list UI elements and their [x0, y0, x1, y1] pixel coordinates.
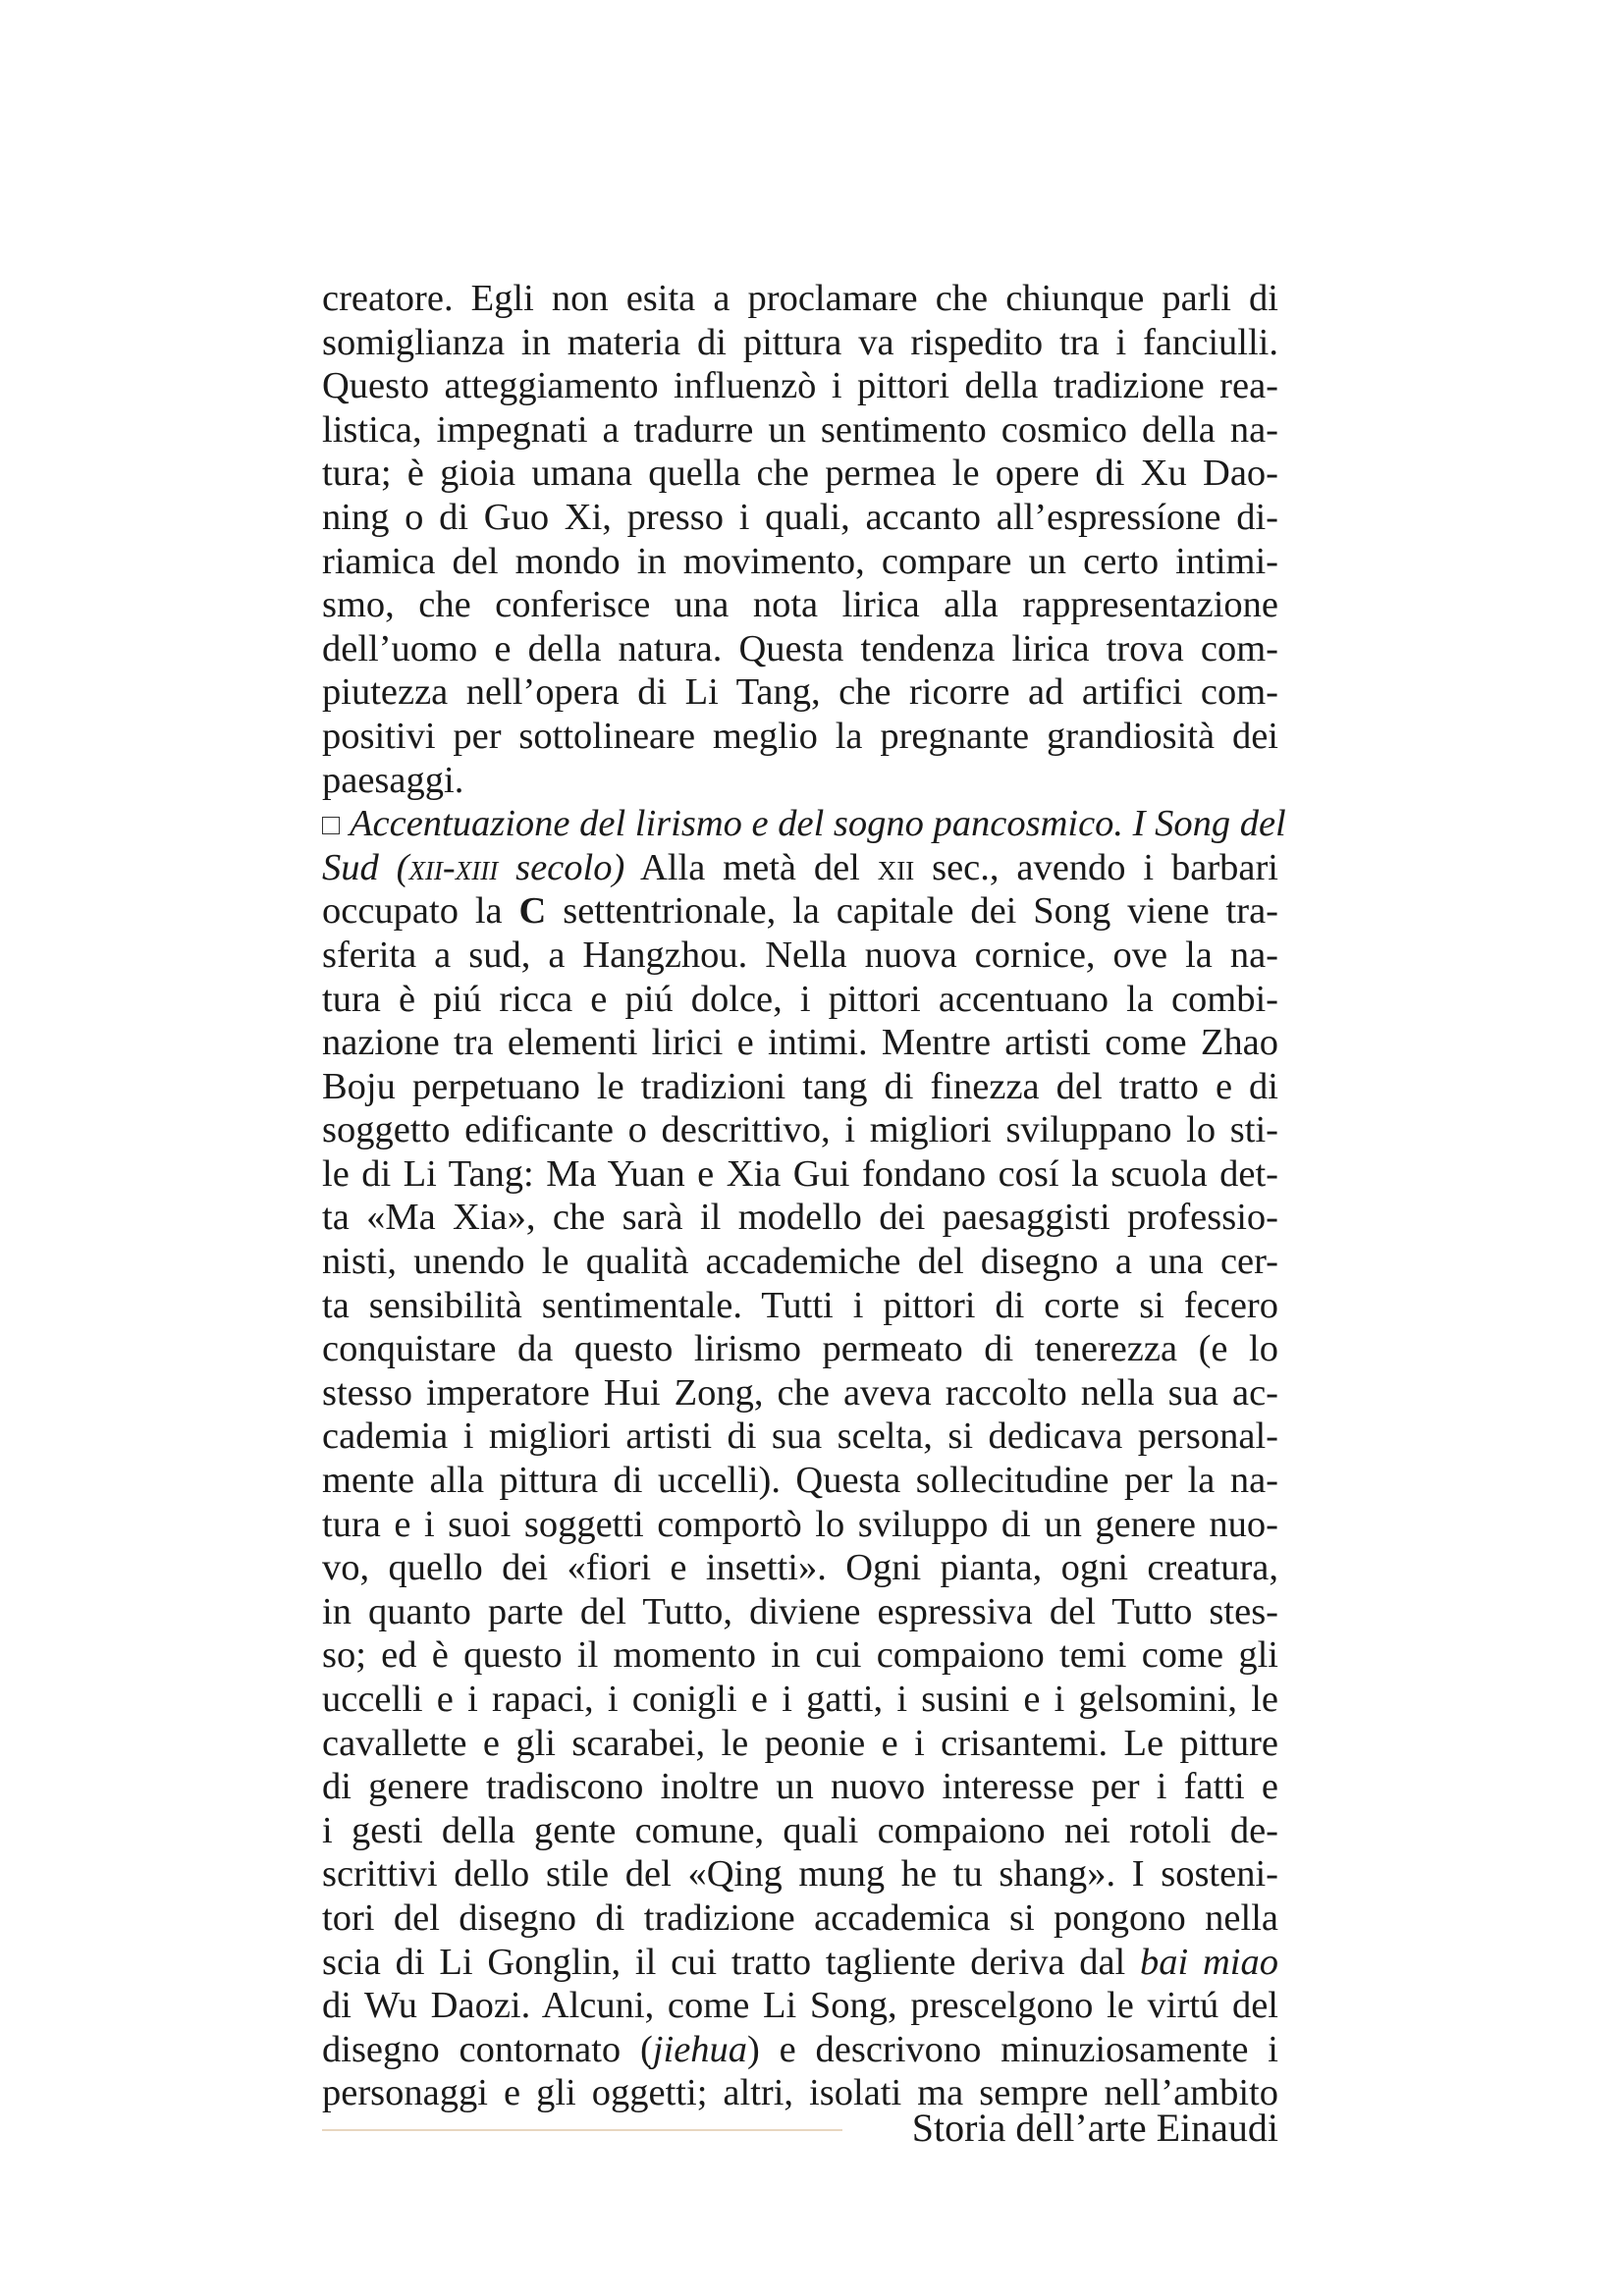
- footer-title: Storia dell’arte Einaudi: [911, 2106, 1278, 2150]
- page-footer: [322, 2099, 1278, 2158]
- section-heading: Accentuazione del lirismo e del sogno pancosmico. I Song del: [350, 803, 1286, 845]
- text-line: dell’uomo e della natura. Questa tendenza lirica trova com-: [322, 627, 1278, 669]
- term-bai-miao: bai miao: [1140, 1941, 1279, 1983]
- text-line: ning o di Guo Xi, presso i quali, accanto all’espressíone di-: [322, 496, 1278, 538]
- cross-reference: C: [518, 890, 547, 933]
- text-line: cademia i migliori artisti di sua scelta, si dedicava personal-: [322, 1415, 1278, 1458]
- text-line: uccelli e i rapaci, i conigli e i gatti, i susini e i gelsomini, le: [322, 1679, 1278, 1720]
- body-text: [322, 277, 1286, 2115]
- square-bullet-icon: [322, 817, 340, 834]
- text-line: nisti, unendo le qualità accademiche del disegno a una cer-: [322, 1241, 1278, 1283]
- text-line: in quanto parte del Tutto, diviene espressiva del Tutto stes-: [322, 1590, 1278, 1632]
- text-line: stesso imperatore Hui Zong, che aveva raccolto nella sua ac-: [322, 1371, 1278, 1414]
- text-line: ta sensibilità sentimentale. Tutti i pittori di corte si fecero: [322, 1284, 1278, 1326]
- text-line: smo, che conferisce una nota lirica alla rappresentazione: [322, 584, 1278, 626]
- text-line: piutezza nell’opera di Li Tang, che ricorre ad artifici com-: [322, 671, 1278, 714]
- text-line: scia di Li Gonglin, il cui tratto tagliente deriva dal bai miao: [322, 1941, 1279, 1983]
- text-line: tura è piú ricca e piú dolce, i pittori accentuano la combi-: [322, 978, 1278, 1020]
- text-line: scrittivi dello stile del «Qing mung he tu shang». I sosteni-: [322, 1853, 1278, 1896]
- text-line: tori del disegno di tradizione accademica si pongono nella: [322, 1896, 1278, 1939]
- text-line: Sud (xii-xiii secolo) Alla metà del xii sec., avendo i barbari: [322, 846, 1278, 888]
- text-line: disegno contornato (jiehua) e descrivono minuziosamente i: [322, 2028, 1278, 2070]
- text-line: somiglianza in materia di pittura va rispedito tra i fanciulli.: [322, 321, 1278, 363]
- text-line: occupato la C settentrionale, la capitale dei Song viene tra-: [322, 890, 1278, 933]
- text-line: personaggi e gli oggetti; altri, isolati ma sempre nell’ambito: [322, 2072, 1278, 2114]
- text-line: Questo atteggiamento influenzò i pittori della tradizione rea-: [322, 365, 1278, 407]
- text-line: tura e i suoi soggetti comportò lo sviluppo di un genere nuo-: [322, 1503, 1278, 1545]
- text-line: le di Li Tang: Ma Yuan e Xia Gui fondano cosí la scuola det-: [322, 1152, 1278, 1195]
- text-line: riamica del mondo in movimento, compare un certo intimi-: [322, 540, 1278, 582]
- term-jiehua: jiehua: [652, 2028, 748, 2070]
- text-line: di genere tradiscono inoltre un nuovo interesse per i fatti e: [322, 1766, 1278, 1808]
- text-line: cavallette e gli scarabei, le peonie e i crisantemi. Le pitture: [322, 1722, 1278, 1764]
- text-line: vo, quello dei «fiori e insetti». Ogni pianta, ogni creatura,: [322, 1547, 1278, 1589]
- text-line: ta «Ma Xia», che sarà il modello dei paesaggisti professio-: [322, 1197, 1278, 1239]
- text-line: tura; è gioia umana quella che permea le opere di Xu Dao-: [322, 453, 1278, 495]
- section-heading-continued: Sud (xii-xiii secolo): [322, 846, 625, 888]
- text-line: positivi per sottolineare meglio la pregnante grandiosità dei: [322, 715, 1278, 757]
- text-line: sferita a sud, a Hangzhou. Nella nuova cornice, ove la na-: [322, 934, 1278, 976]
- text-line: i gesti della gente comune, quali compaiono nei rotoli de-: [322, 1809, 1278, 1851]
- text-line: di Wu Daozi. Alcuni, come Li Song, prescelgono le virtú del: [322, 1985, 1278, 2027]
- text-line: nazione tra elementi lirici e intimi. Mentre artisti come Zhao: [322, 1022, 1278, 1064]
- text-line: so; ed è questo il momento in cui compaiono temi come gli: [322, 1634, 1278, 1677]
- text-line: soggetto edificante o descrittivo, i migliori sviluppano lo sti-: [322, 1109, 1278, 1151]
- text-line: listica, impegnati a tradurre un sentimento cosmico della na-: [322, 408, 1278, 451]
- footer-rule: [322, 2129, 842, 2131]
- text-line: conquistare da questo lirismo permeato di tenerezza (e lo: [322, 1328, 1278, 1370]
- text-line: creatore. Egli non esita a proclamare che chiunque parli di: [322, 278, 1278, 319]
- text-line: mente alla pittura di uccelli). Questa sollecitudine per la na-: [322, 1460, 1278, 1502]
- text-line: Boju perpetuano le tradizioni tang di finezza del tratto e di: [322, 1065, 1278, 1107]
- section-heading-line: [322, 802, 1286, 846]
- text-line: paesaggi.: [322, 759, 464, 801]
